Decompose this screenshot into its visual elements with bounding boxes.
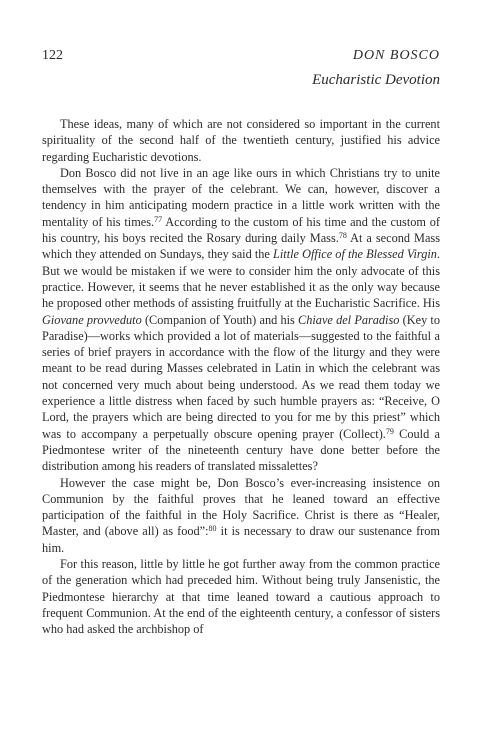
- paragraph: [42, 475, 440, 556]
- text-run: However the case might be, Don Bosco’s ever-increasing insistence on Communion by the faithful proves that he leaned toward an effective participation of the faithful in the Holy Sacrifice. Christ is there as “Healer, Master, and (above all) as food”:: [42, 475, 440, 539]
- running-title: DON BOSCO: [352, 48, 440, 63]
- page-header: [42, 48, 440, 68]
- footnote-ref: 78: [338, 231, 347, 241]
- text-run: (Companion of Youth) and his: [141, 312, 299, 327]
- footnote-ref: 79: [385, 426, 394, 436]
- text-run: Could a Piedmontese writer of the nineteenth century have done better before the distribution among his readers of translated missalettes?: [42, 426, 440, 474]
- text-run: it is necessary to draw our sustenance from him.: [42, 524, 440, 555]
- section-title: Eucharistic Devotion: [312, 72, 440, 88]
- text-run: These ideas, many of which are not considered so important in the current spirituality of the second half of the twentieth century, justified his advice regarding Eucharistic devotions.: [42, 117, 440, 164]
- page-number: 122: [42, 48, 63, 63]
- italic-title: Little Office of the Blessed Virgin: [273, 247, 437, 262]
- paragraph: [42, 116, 440, 165]
- book-page: [42, 48, 440, 638]
- footnote-ref: 80: [208, 524, 217, 534]
- italic-title: Giovane provveduto: [42, 312, 142, 327]
- text-run: (Key to Paradise)—works which provided a lot of materials—suggested to the faithful a series of brief prayers in accordance with the flow of the liturgy and they were meant to be read during Masses celebrated in Latin in which the celebrant was not concerned very much about being understood. As we read them today we experience a little distress when faced by such humble prayers as: “Receive, O Lord, the prayers which are being directed to you for me by this priest” which was to accompany a perpetually obscure opening prayer (Collect).: [42, 312, 441, 441]
- paragraph: [42, 165, 440, 475]
- paragraph: [42, 556, 440, 637]
- italic-title: Chiave del Paradiso: [298, 312, 400, 327]
- text-run: Don Bosco did not live in an age like ours in which Christians try to unite themselves with the prayer of the celebrant. We can, however, discover a tendency in him anticipating modern practice in a little work written with the mentality of his times.: [42, 165, 440, 229]
- footnote-ref: 77: [154, 214, 163, 224]
- text-run: . But we would be mistaken if we were to consider him the only advocate of this practice. However, it seems that he never established it as the only way because he proposed other methods of assisting fruitfully at the Eucharistic Sacrifice. His: [42, 247, 440, 311]
- text-run: For this reason, little by little he got further away from the common practice of the generation which had preceded him. Without being truly Jansenistic, the Piedmontese hierarchy at that time leaned toward a cautious approach to frequent Communion. At the end of the eighteenth century, a confessor of sisters who had asked the archbishop of: [42, 557, 440, 637]
- text-run: At a second Mass which they attended on Sundays, they said the: [42, 231, 440, 262]
- body-text: [42, 116, 440, 638]
- text-run: According to the custom of his time and the custom of his country, his boys recited the Rosary during daily Mass.: [42, 214, 440, 246]
